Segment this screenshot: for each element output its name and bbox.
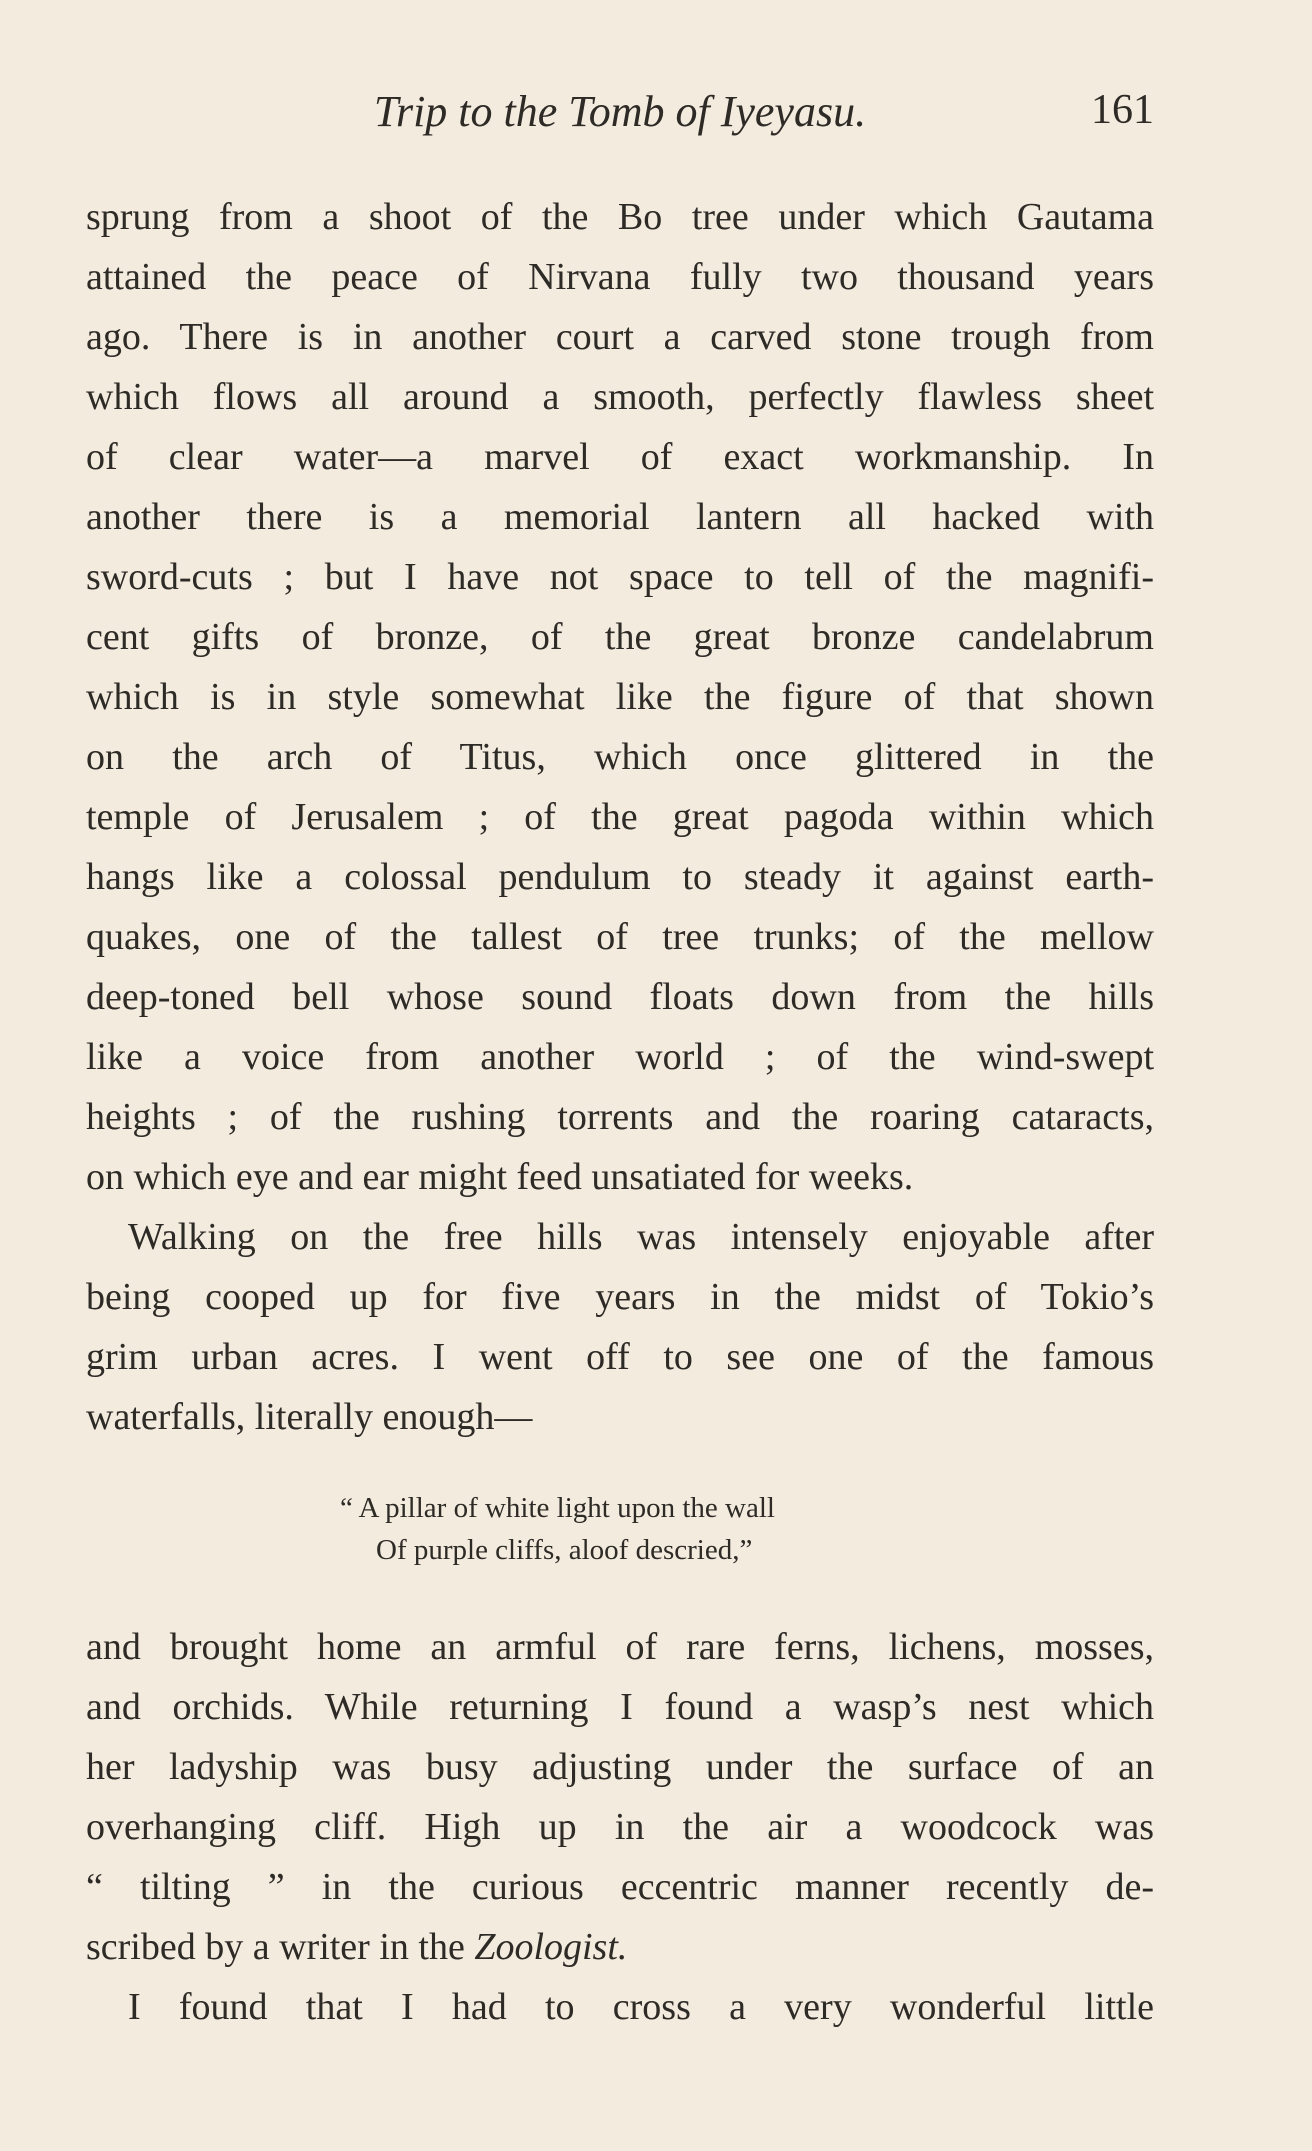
text-line bbox=[86, 1917, 1154, 1977]
text-line: heights ; of the rushing torrents and the roaring cataracts, bbox=[86, 1096, 1154, 1138]
verse-quotation bbox=[86, 1487, 1154, 1571]
text-line: overhanging cliff. High up in the air a woodcock was bbox=[86, 1806, 1154, 1848]
paragraph-1 bbox=[86, 187, 1154, 1207]
text-line-prefix: scribed by a writer in the bbox=[86, 1926, 475, 1968]
text-line: being cooped up for five years in the midst of Tokio’s bbox=[86, 1276, 1154, 1318]
paragraph-4 bbox=[86, 1977, 1154, 2037]
text-line: her ladyship was busy adjusting under the surface of an bbox=[86, 1746, 1154, 1788]
paragraph-2 bbox=[86, 1207, 1154, 1447]
paragraph-3 bbox=[86, 1617, 1154, 1977]
text-line: on the arch of Titus, which once glittered in the bbox=[86, 736, 1154, 778]
running-title: Trip to the Tomb of Iyeyasu. bbox=[373, 87, 867, 136]
text-line: and orchids. While returning I found a wasp’s nest which bbox=[86, 1686, 1154, 1728]
journal-title: Zoologist. bbox=[474, 1926, 628, 1968]
text-line: on which eye and ear might feed unsatiated for weeks. bbox=[86, 1156, 914, 1198]
text-line: “ tilting ” in the curious eccentric manner recently de- bbox=[86, 1866, 1154, 1908]
text-line: waterfalls, literally enough— bbox=[86, 1396, 533, 1438]
text-line: temple of Jerusalem ; of the great pagoda within which bbox=[86, 796, 1154, 838]
text-line: quakes, one of the tallest of tree trunks; of the mellow bbox=[86, 916, 1154, 958]
verse-line: Of purple cliffs, aloof descried,” bbox=[376, 1534, 753, 1566]
text-line: I found that I had to cross a very wonderful little bbox=[128, 1986, 1154, 2028]
body-text bbox=[86, 187, 1154, 2037]
text-line: Walking on the free hills was intensely enjoyable after bbox=[128, 1216, 1154, 1258]
text-line: which is in style somewhat like the figure of that shown bbox=[86, 676, 1154, 718]
text-line: another there is a memorial lantern all hacked with bbox=[86, 496, 1154, 538]
page-number: 161 bbox=[1091, 87, 1154, 133]
text-line: cent gifts of bronze, of the great bronze candelabrum bbox=[86, 616, 1154, 658]
text-line: which flows all around a smooth, perfectly flawless sheet bbox=[86, 376, 1154, 418]
text-line: like a voice from another world ; of the wind-swept bbox=[86, 1036, 1154, 1078]
text-line: hangs like a colossal pendulum to steady it against earth- bbox=[86, 856, 1154, 898]
text-line: deep-toned bell whose sound floats down from the hills bbox=[86, 976, 1154, 1018]
verse-line: “ A pillar of white light upon the wall bbox=[340, 1492, 775, 1524]
text-line: sword-cuts ; but I have not space to tell of the magnifi- bbox=[86, 556, 1154, 598]
text-line: of clear water—a marvel of exact workmanship. In bbox=[86, 436, 1154, 478]
text-line: sprung from a shoot of the Bo tree under which Gautama bbox=[86, 196, 1154, 238]
page-header bbox=[86, 86, 1154, 146]
text-line: attained the peace of Nirvana fully two thousand years bbox=[86, 256, 1154, 298]
text-line: ago. There is in another court a carved stone trough from bbox=[86, 316, 1154, 358]
text-line: grim urban acres. I went off to see one of the famous bbox=[86, 1336, 1154, 1378]
text-line: and brought home an armful of rare ferns, lichens, mosses, bbox=[86, 1626, 1154, 1668]
